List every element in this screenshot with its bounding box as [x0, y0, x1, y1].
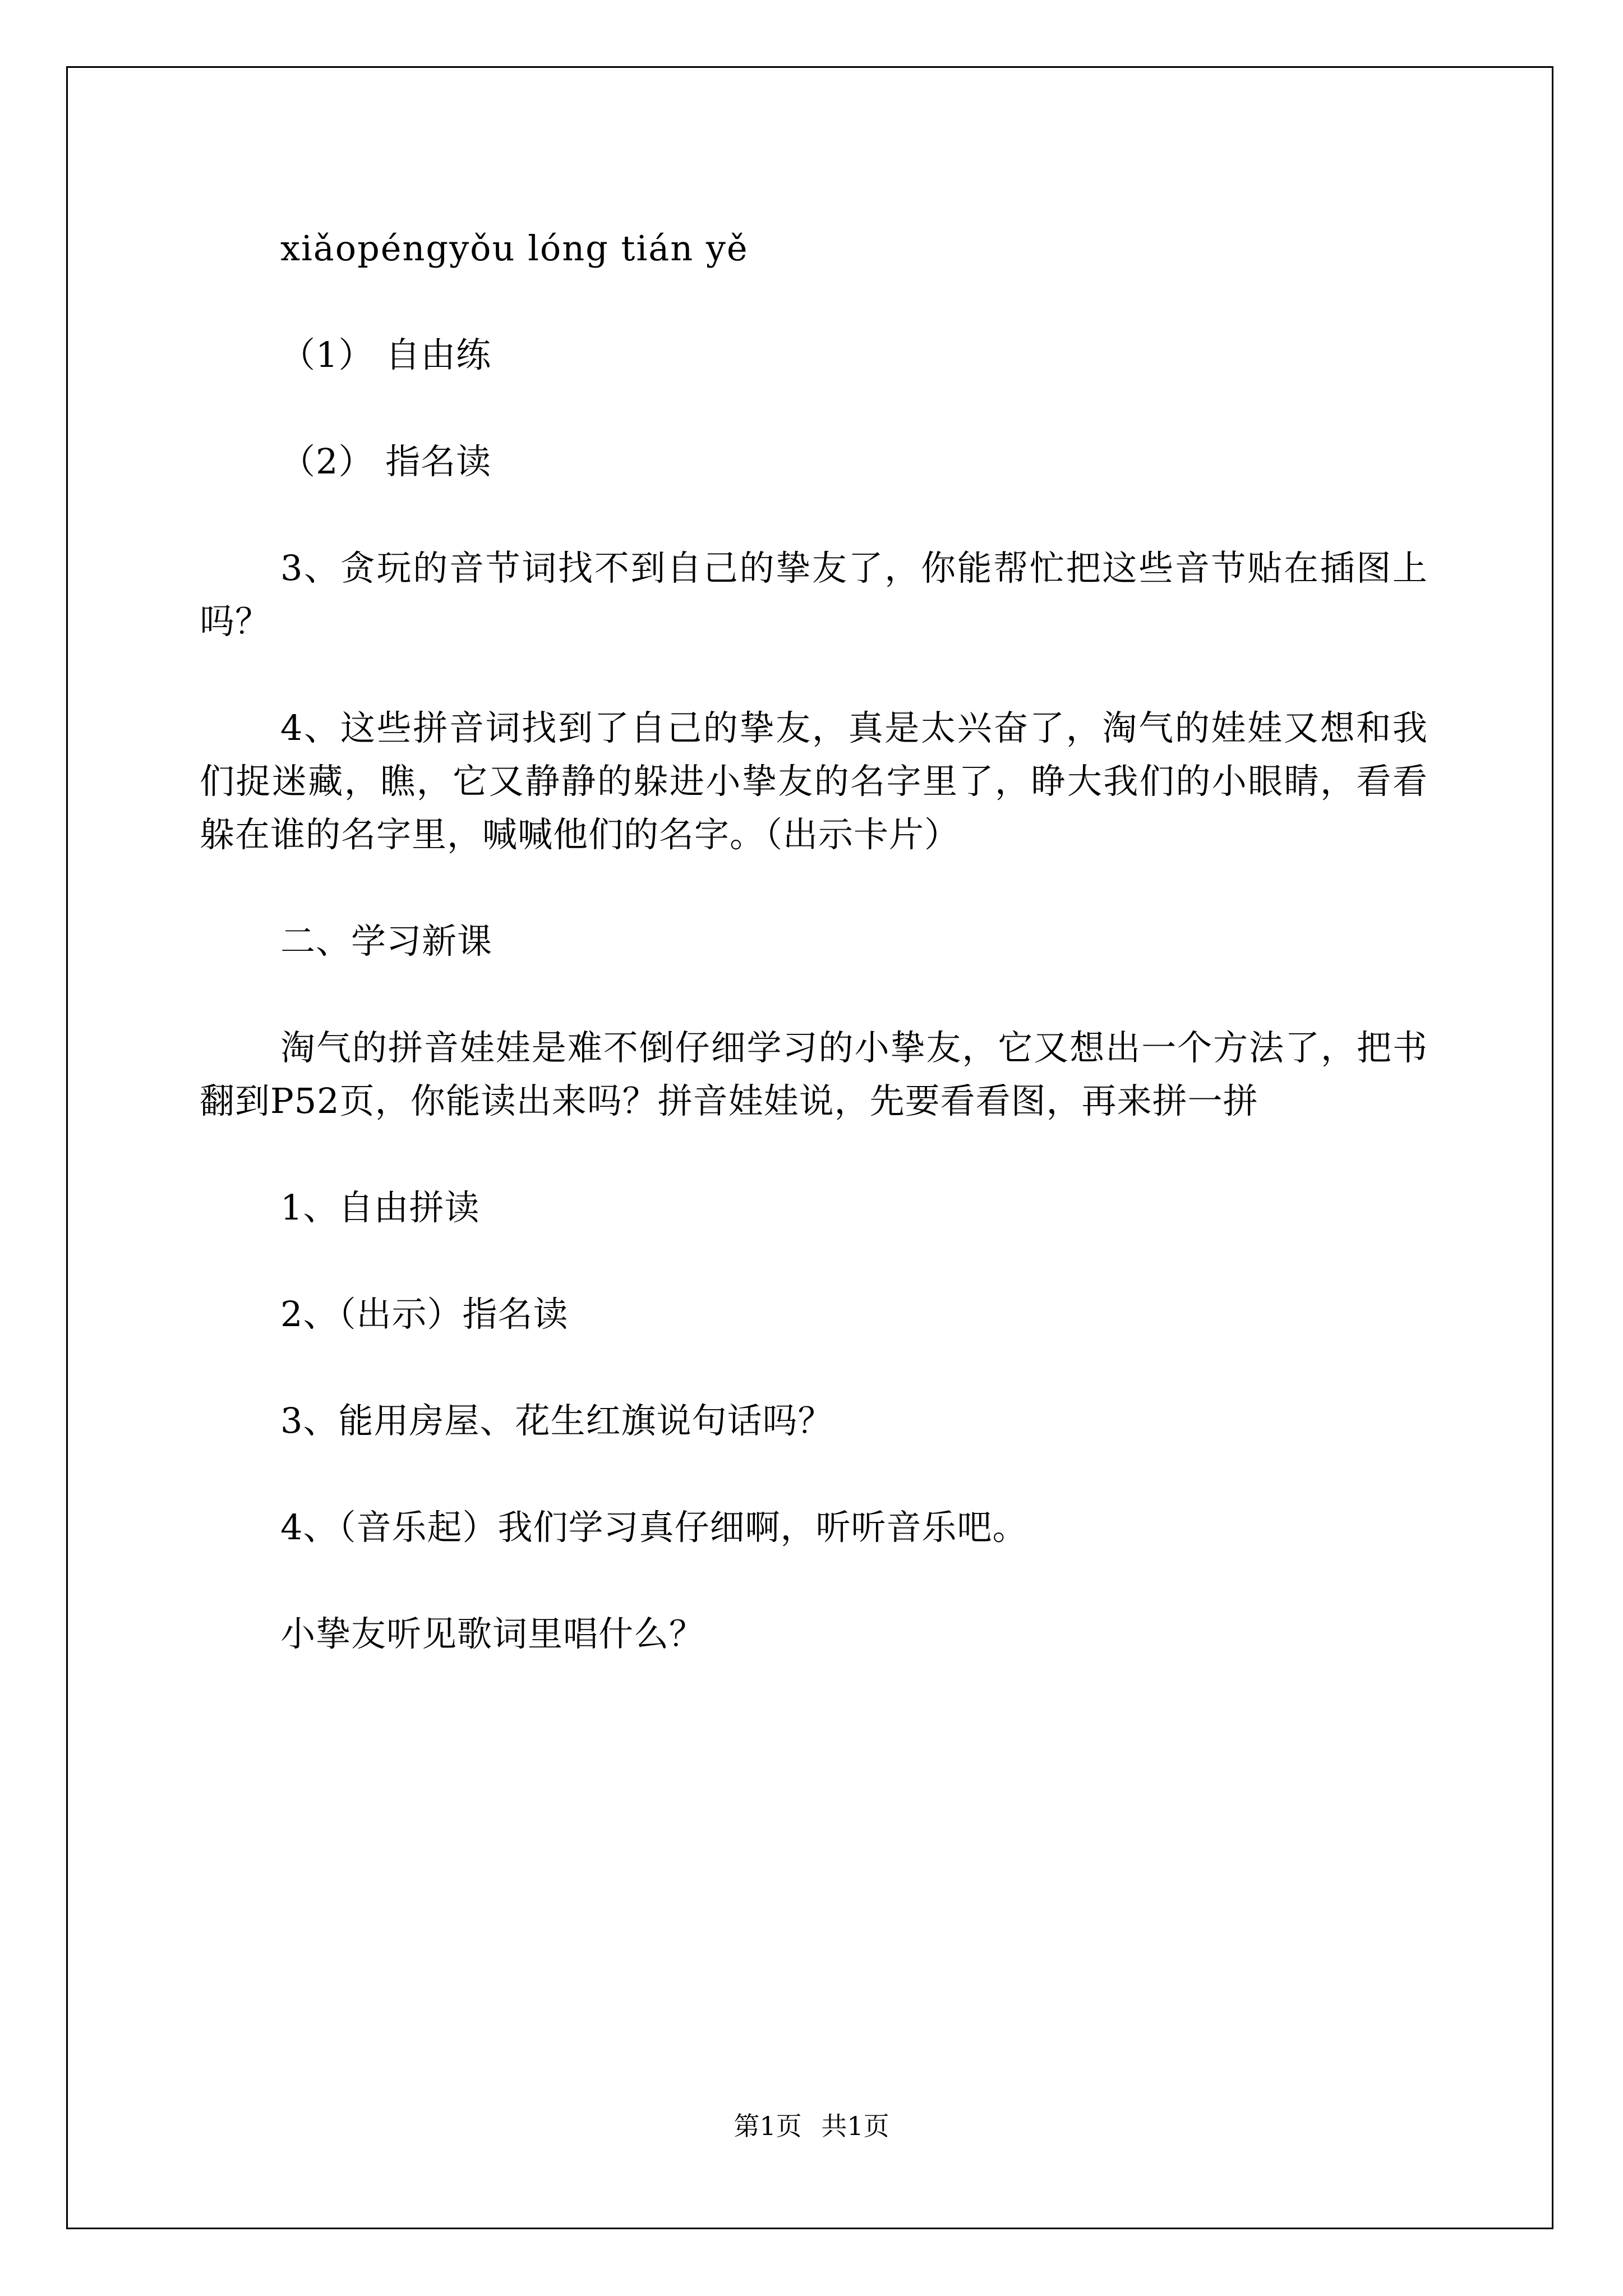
page-number: 第1页 [734, 2111, 802, 2141]
paragraph-new-method: 淘气的拼音娃娃是难不倒仔细学习的小挚友，它又想出一个方法了，把书翻到P52页，你能读出来吗？拼音娃娃说，先要看看图，再来拼一拼 [200, 1027, 1428, 1121]
page-total: 共1页 [821, 2111, 889, 2141]
paragraph-step-1: 1、自由拼读 [280, 1187, 480, 1228]
section-heading-new-lesson: 二、学习新课 [280, 921, 493, 961]
paragraph-hide-and-seek: 4、这些拼音词找到了自己的挚友，真是太兴奋了，淘气的娃娃又想和我们捉迷藏，瞧，它又静静的躲进小挚友的名字里了，睁大我们的小眼睛，看看躲在谁的名字里，喊喊他们的名字。（出示卡片） [200, 707, 1428, 855]
paragraph-free-practice: （1） 自由练 [280, 334, 492, 375]
paragraph-named-reading: （2） 指名读 [280, 441, 492, 482]
paragraph-step-3: 3、能用房屋、花生红旗说句话吗？ [280, 1400, 833, 1441]
document-body [200, 222, 1428, 1660]
paragraph-step-4: 4、（音乐起）我们学习真仔细啊，听听音乐吧。 [280, 1507, 1028, 1548]
pinyin-line: xiǎopéngyǒu lóng tián yě [280, 228, 749, 269]
paragraph-question: 小挚友听见歌词里唱什么？ [280, 1613, 705, 1654]
page-footer [0, 2109, 1623, 2143]
paragraph-syllable-words: 3、贪玩的音节词找不到自己的挚友了，你能帮忙把这些音节贴在插图上吗？ [200, 547, 1428, 642]
paragraph-step-2: 2、（出示）指名读 [280, 1294, 569, 1335]
